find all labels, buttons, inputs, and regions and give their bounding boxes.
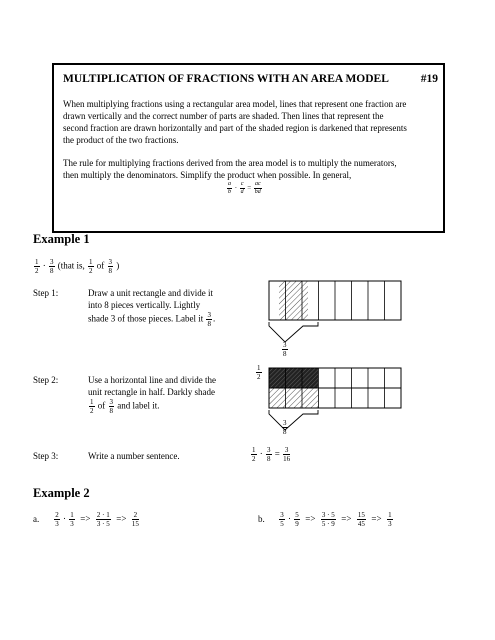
fraction-denominator: 8 <box>267 455 271 463</box>
step3-label: Step 3: <box>33 451 59 461</box>
fraction-numerator: 2 <box>133 511 138 519</box>
brace-icon <box>269 322 318 342</box>
fraction-denominator: 5 <box>280 520 284 528</box>
of-text: of <box>96 260 105 271</box>
step3-number-sentence: $\frac{1}{2}$ · $\frac{3}{8}$ = $\frac{3}{16}$ <box>252 446 291 463</box>
brace-icon <box>269 410 318 430</box>
fraction-denominator: 2 <box>257 373 261 381</box>
arrow-text: => <box>116 513 127 524</box>
step1-text: Draw a unit rectangle and divide it into 8 pieces vertically. Lightly shade 3 of those pieces. Label it $\frac{3}{8}$ . <box>88 287 278 328</box>
step1-line: into 8 pieces vertically. Lightly <box>88 300 201 310</box>
fraction-numerator: 2 · 1 <box>96 511 110 519</box>
close-paren: ) <box>116 260 120 271</box>
arrow-text: => <box>80 513 91 524</box>
part-a-label: a. <box>33 513 40 524</box>
fraction-denominator: 2 <box>90 407 94 415</box>
intro-line: When multiplying fractions using a rectangular area model, lines that represent one fraction are <box>63 99 407 109</box>
fraction-numerator: 3 <box>50 258 54 266</box>
step2-side-label <box>255 364 263 381</box>
fraction-numerator: 3 <box>283 341 287 349</box>
step3-text: Write a number sentence. <box>88 451 180 461</box>
that-is-text: (that is, <box>57 260 85 271</box>
fraction-numerator: 3 <box>283 419 287 427</box>
fraction-denominator: 8 <box>207 320 211 328</box>
rule-c: c <box>240 181 244 187</box>
fraction-numerator: 1 <box>90 398 94 406</box>
fraction-denominator: 2 <box>252 455 256 463</box>
fraction-denominator: 2 <box>89 267 93 275</box>
fraction-numerator: 15 <box>357 511 365 519</box>
intro-line: drawn vertically and the correct number of parts are shaded. Then lines that represent the <box>63 111 384 121</box>
light-shaded-region <box>269 388 318 408</box>
general-rule: $\frac{a}{b}$ · $\frac{c}{d}$ = $\frac{ac}{bd}$ <box>228 181 261 195</box>
fraction-denominator: 3 <box>70 520 74 528</box>
step1-brace-label <box>281 341 289 358</box>
fraction-denominator: 3 · 5 <box>96 520 110 528</box>
fraction-numerator: 1 <box>252 446 256 454</box>
problem-number: #19 <box>420 73 438 85</box>
step2-line: Use a horizontal line and divide the <box>88 375 216 385</box>
fraction-denominator: 2 <box>35 267 39 275</box>
step2-rectangle <box>269 368 401 430</box>
example2-heading: Example 2 <box>33 486 90 500</box>
rule-d: d <box>240 189 244 195</box>
fraction-numerator: 3 <box>109 398 113 406</box>
rule-b: b <box>228 189 231 195</box>
part-b-label: b. <box>258 513 265 524</box>
fraction-numerator: 1 <box>89 258 93 266</box>
dark-shaded-region <box>269 368 318 388</box>
fraction-numerator: 1 <box>70 511 74 519</box>
step1-line: shade 3 of those pieces. Label it <box>88 313 204 324</box>
example1-heading: Example 1 <box>33 232 90 246</box>
fraction-denominator: 8 <box>108 267 112 275</box>
fraction-numerator: 3 <box>267 446 271 454</box>
arrow-text: => <box>371 513 382 524</box>
step2-brace-label <box>281 419 289 436</box>
step1-line: Draw a unit rectangle and divide it <box>88 288 213 298</box>
fraction-denominator: 5 · 9 <box>321 520 335 528</box>
title-text: MULTIPLICATION OF FRACTIONS WITH AN AREA MODEL <box>63 73 389 85</box>
example2-a: a. $\frac{2}{3}$ · $\frac{1}{3}$ => $\frac{2 \cdot 1}{3 \cdot 5}$ => $\frac{2}{15}$ <box>33 511 139 528</box>
light-shaded-region <box>279 281 308 320</box>
example2-b: b. $\frac{3}{5}$ · $\frac{5}{9}$ => $\frac{3 \cdot 5}{5 \cdot 9}$ => $\frac{15}{45}$ => $\frac{1}{3}$ <box>258 511 392 528</box>
step2-label: Step 2: <box>33 375 59 385</box>
rule-ac: ac <box>254 181 261 187</box>
fraction-numerator: 1 <box>388 511 392 519</box>
fraction-denominator: 16 <box>283 455 291 463</box>
fraction-denominator: 15 <box>131 520 139 528</box>
fraction-numerator: 1 <box>257 364 261 372</box>
fraction-denominator: 9 <box>295 520 299 528</box>
fraction-denominator: 8 <box>109 407 113 415</box>
intro-line: The rule for multiplying fractions derived from the area model is to multiply the numerators, <box>63 158 397 168</box>
arrow-text: => <box>341 513 352 524</box>
fraction-numerator: 3 · 5 <box>321 511 335 519</box>
fraction-numerator: 3 <box>284 446 289 454</box>
fraction-denominator: 8 <box>50 267 54 275</box>
fraction-numerator: 3 <box>207 311 211 319</box>
rule-bd: bd <box>254 189 261 195</box>
example1-problem: $\frac{1}{2}$ · $\frac{3}{8}$ (that is, $\frac{1}{2}$ of $\frac{3}{8}$ ) <box>35 258 120 275</box>
step1-rectangle <box>269 281 401 342</box>
step1-label: Step 1: <box>33 288 59 298</box>
intro-line: then multiply the denominators. Simplify the product when possible. In general, <box>63 170 352 180</box>
arrow-text: => <box>305 513 316 524</box>
fraction-numerator: 3 <box>108 258 112 266</box>
fraction-denominator: 3 <box>388 520 392 528</box>
fraction-denominator: 8 <box>283 350 287 358</box>
fraction-denominator: 45 <box>357 520 365 528</box>
of-text: of <box>97 400 106 411</box>
fraction-denominator: 3 <box>55 520 59 528</box>
fraction-numerator: 2 <box>55 511 59 519</box>
fraction-numerator: 1 <box>35 258 39 266</box>
and-label-text: and label it. <box>117 400 160 411</box>
fraction-denominator: 8 <box>283 428 287 436</box>
intro-line: second fraction are drawn horizontally and part of the shaded region is darkened that represents <box>63 123 407 133</box>
fraction-numerator: 3 <box>280 511 284 519</box>
fraction-numerator: 5 <box>295 511 299 519</box>
step2-line: unit rectangle in half. Darkly shade <box>88 387 215 397</box>
intro-line: the product of the two fractions. <box>63 135 179 145</box>
rule-a: a <box>228 181 231 187</box>
